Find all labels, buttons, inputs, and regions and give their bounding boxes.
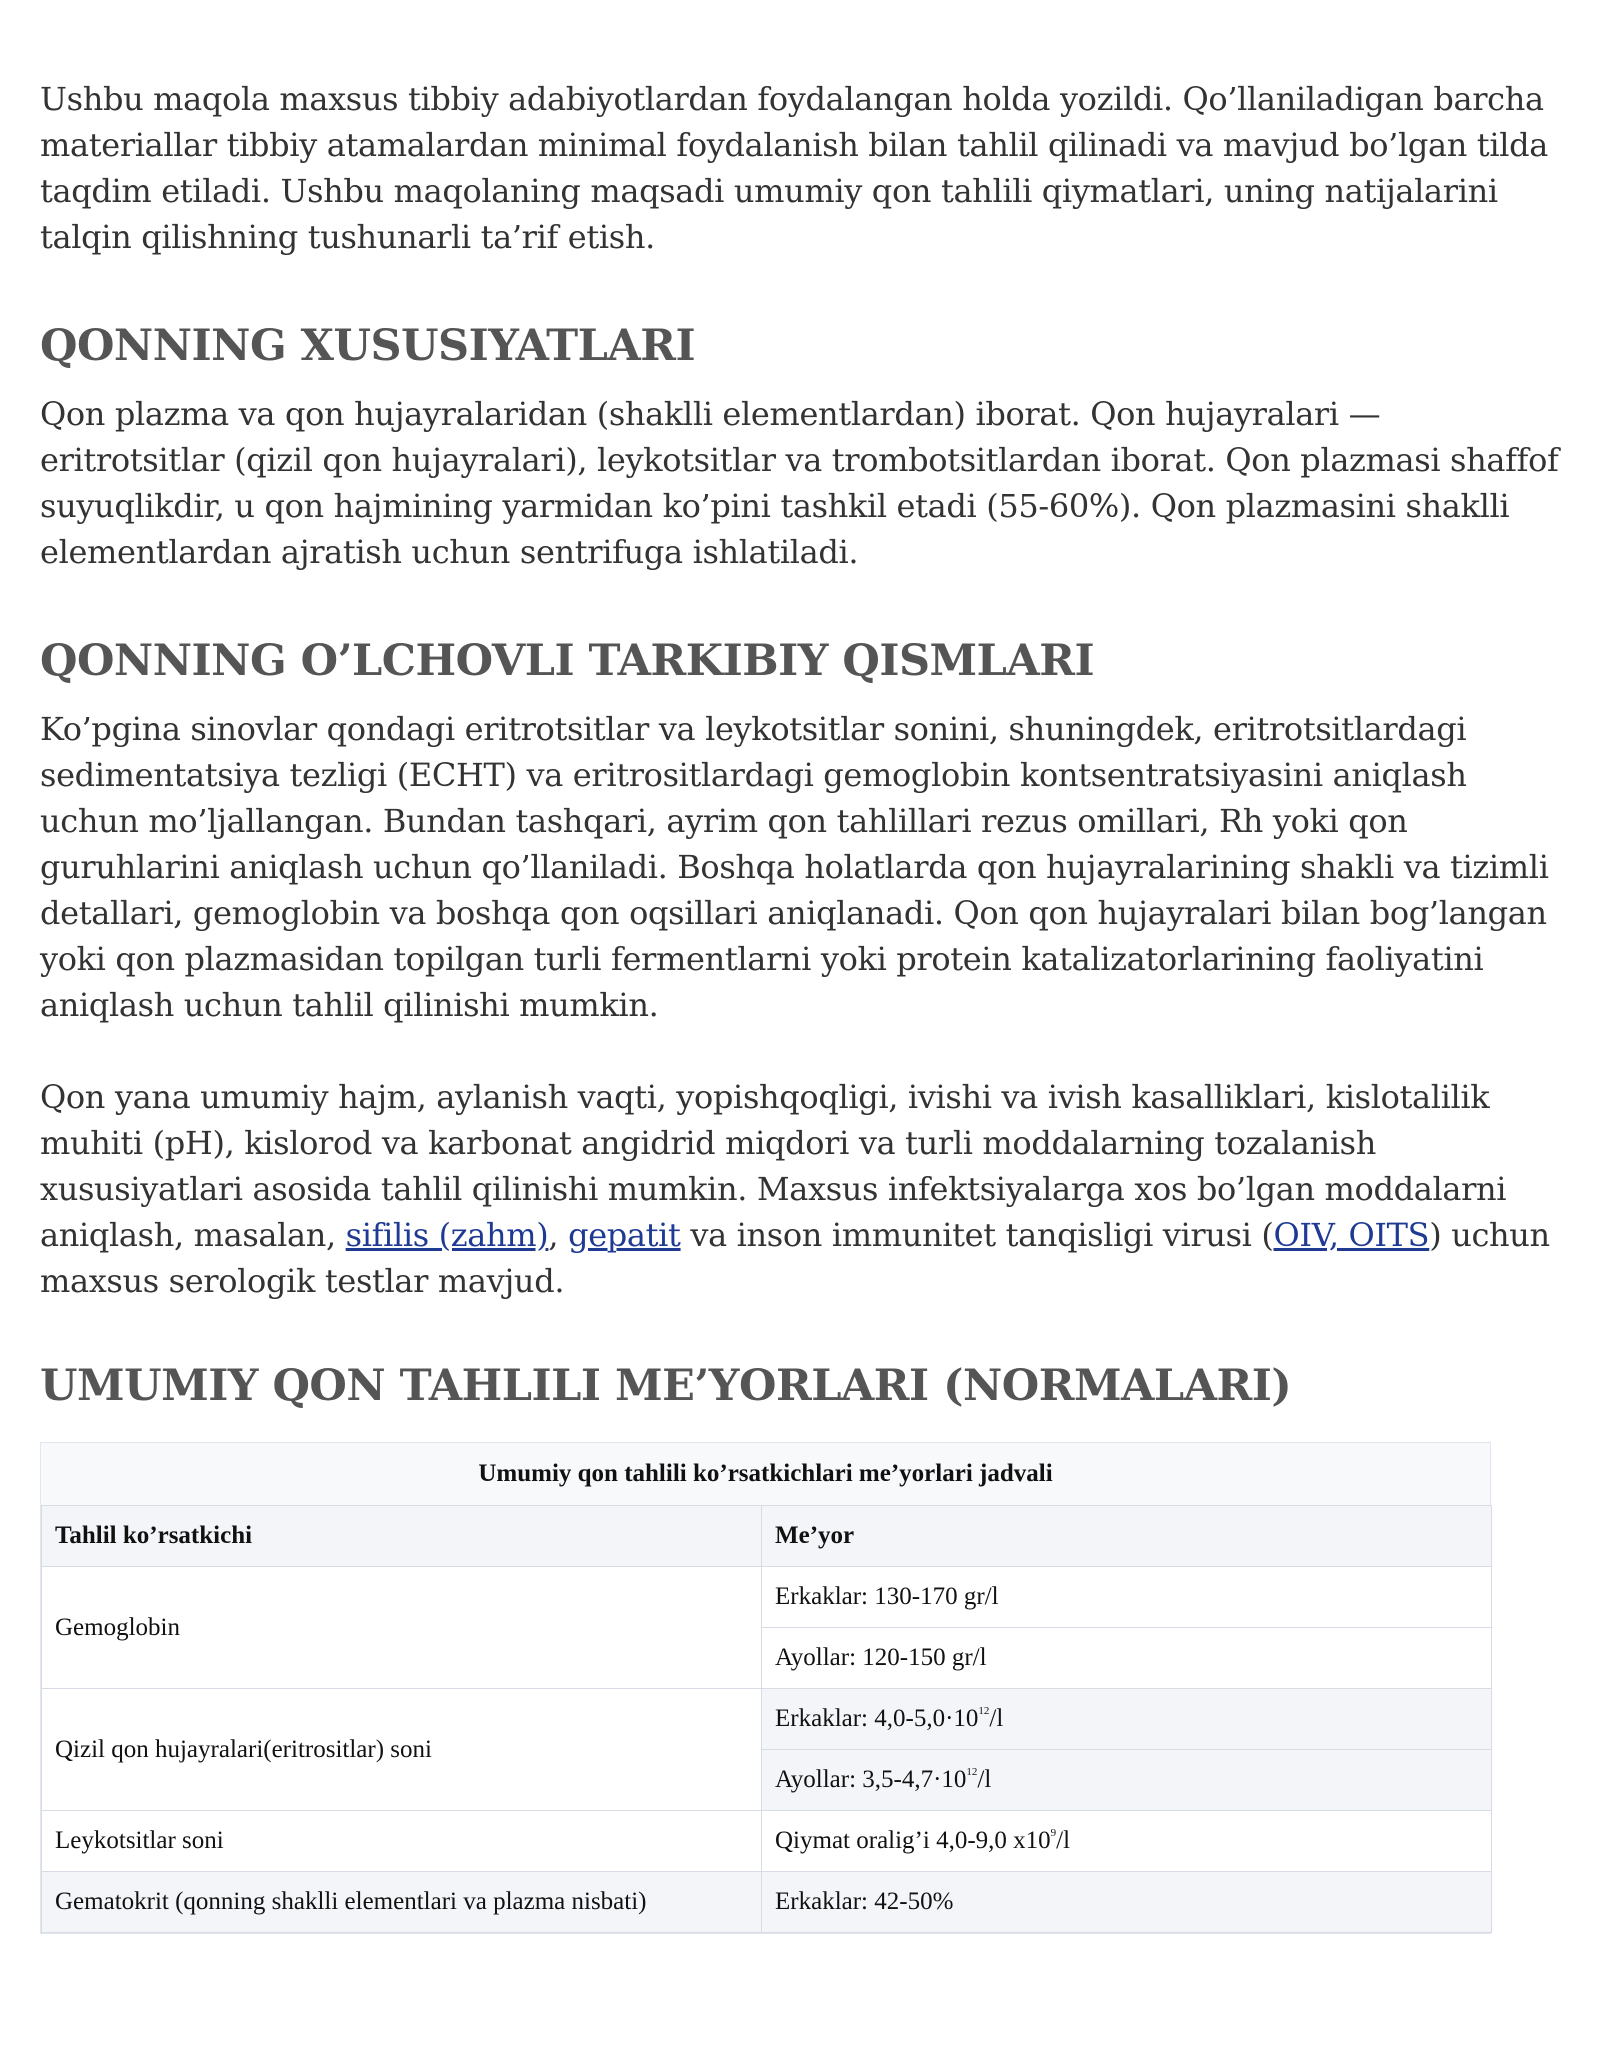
intro-paragraph: Ushbu maqola maxsus tibbiy adabiyotlardan foydalangan holda yozildi. Qo’llaniladigan barcha materiallar tibbiy atamalardan minimal foydalanish bilan tahlil qilinadi va mavjud bo’lgan tilda taqdim etiladi. Ushbu maqolaning maqsadi umumiy qon tahlili qiymatlari, uning natijalarini talqin qilishning tushunarli ta’rif etish. [40,80,1548,256]
rbc-men-exponent: 12 [978,1705,990,1717]
serology-text-end: ) uchun maxsus serologik testlar mavjud. [40,1216,1550,1300]
rbc-women-value [762,1750,1492,1811]
rbc-women-unit: /l [977,1766,992,1793]
rbc-women-exponent: 12 [966,1766,978,1778]
norms-table-container [40,1442,1491,1934]
table-row [42,1872,1492,1933]
wbc-unit: /l [1056,1827,1071,1854]
hemoglobin-women-value: Ayollar: 120-150 gr/l [762,1628,1492,1689]
header-norm: Me’yor [762,1506,1492,1567]
rbc-women-text: Ayollar: 3,5-4,7·10 [775,1766,967,1793]
wbc-exponent: 9 [1050,1827,1057,1839]
hematocrit-label: Gematokrit (qonning shaklli elementlari va plazma nisbati) [42,1872,762,1933]
rbc-men-unit: /l [989,1705,1004,1732]
hematocrit-men-value: Erkaklar: 42-50% [762,1872,1492,1933]
table-row [42,1567,1492,1628]
heading-blood-test-norms: UMUMIY QON TAHLILI ME’YORLARI (NORMALARI) [40,1361,1292,1411]
hiv-link[interactable]: OIV, OITS [1273,1216,1430,1254]
table-caption: Umumiy qon tahlili ko’rsatkichlari me’yorlari jadvali [478,1460,1053,1487]
table-row [42,1689,1492,1750]
heading-blood-properties: QONNING XUSUSIYATLARI [40,321,696,371]
syphilis-link[interactable]: sifilis (zahm) [345,1216,549,1254]
wbc-text: Qiymat oralig’i 4,0-9,0 x10 [775,1827,1051,1854]
serology-paragraph [40,1074,1565,1304]
header-indicator: Tahlil ko’rsatkichi [42,1506,762,1567]
serology-text-comma: , [548,1216,569,1254]
rbc-men-value [762,1689,1492,1750]
hemoglobin-label: Gemoglobin [42,1567,762,1689]
hemoglobin-men-value: Erkaklar: 130-170 gr/l [762,1567,1492,1628]
serology-text-start: Qon yana umumiy hajm, aylanish vaqti, yopishqoqligi, ivishi va ivish kasalliklari, kislotalilik muhiti (pH), kislorod va karbonat angidrid miqdori va turli moddalarning tozalanish xususiyatlari asosida tahlil qilinishi mumkin. Maxsus infektsiyalarga xos bo’lgan moddalarni aniqlash, masalan, [40,1078,1507,1254]
wbc-label: Leykotsitlar soni [42,1811,762,1872]
serology-text-mid: va inson immunitet tanqisligi virusi ( [680,1216,1274,1254]
rbc-label: Qizil qon hujayralari(eritrositlar) soni [42,1689,762,1811]
hepatitis-link[interactable]: gepatit [568,1216,681,1254]
blood-properties-paragraph: Qon plazma va qon hujayralaridan (shaklli elementlardan) iborat. Qon hujayralari — eritrotsitlar (qizil qon hujayralari), leykotsitlar va trombotsitlardan iborat. Qon plazmasi shaffof suyuqlikdir, u qon hajmining yarmidan ko’pini tashkil etadi (55-60%). Qon plazmasini shaklli elementlardan ajratish uchun sentrifuga ishlatiladi. [40,395,1559,571]
table-header-row [42,1506,1492,1567]
wbc-value [762,1811,1492,1872]
rbc-men-text: Erkaklar: 4,0-5,0·10 [775,1705,979,1732]
table-row [42,1811,1492,1872]
norms-table [41,1505,1492,1933]
heading-blood-components: QONNING O’LCHOVLI TARKIBIY QISMLARI [40,636,1095,686]
blood-components-paragraph: Ko’pgina sinovlar qondagi eritrotsitlar va leykotsitlar sonini, shuningdek, eritrotsitlardagi sedimentatsiya tezligi (ECHT) va eritrositlardagi gemoglobin kontsentratsiyasini aniqlash uchun mo’ljallangan. Bundan tashqari, ayrim qon tahlillari rezus omillari, Rh yoki qon guruhlarini aniqlash uchun qo’llaniladi. Boshqa holatlarda qon hujayralarining shakli va tizimli detallari, gemoglobin va boshqa qon oqsillari aniqlanadi. Qon qon hujayralari bilan bog’langan yoki qon plazmasidan topilgan turli fermentlarni yoki protein katalizatorlarining faoliyatini aniqlash uchun tahlil qilinishi mumkin. [40,710,1549,1024]
